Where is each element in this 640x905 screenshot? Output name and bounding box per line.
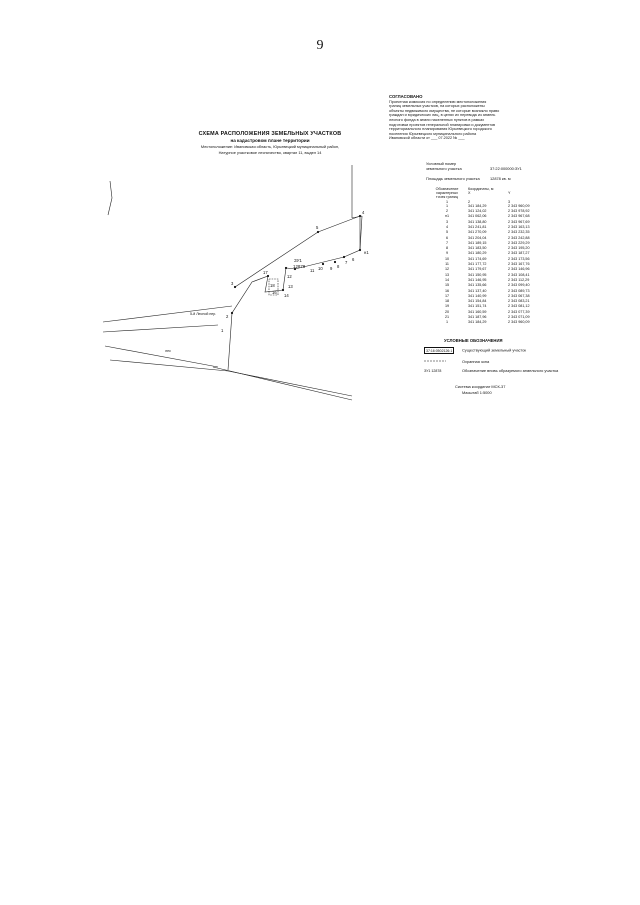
header-coords-label: Координаты, м bbox=[468, 187, 494, 191]
x-coordinate-cell: 341 177,72 bbox=[468, 262, 487, 267]
y-coordinate-cell: 2 343 108,41 bbox=[508, 272, 530, 277]
point-id-cell: 4 bbox=[445, 225, 449, 229]
point-id-cell: 19 bbox=[444, 304, 450, 309]
scheme-title bbox=[150, 131, 390, 155]
point-label: 8 bbox=[337, 264, 340, 269]
point-id-cell: 12 bbox=[444, 267, 450, 272]
approval-line: территориального планирования Юрьевецкого городского bbox=[389, 127, 492, 132]
point-label: 16 bbox=[272, 290, 277, 295]
point-label: 6 bbox=[352, 257, 355, 262]
point-label: 10 bbox=[318, 266, 323, 271]
north-mark: н1 bbox=[364, 250, 369, 255]
point-id-cell: 5 bbox=[445, 230, 449, 235]
point-id-cell: 3 bbox=[445, 219, 449, 224]
parcel-area-row bbox=[426, 177, 511, 182]
x-coordinate-cell: 341 241,81 bbox=[468, 225, 487, 229]
point-id-cell: 8 bbox=[445, 246, 449, 251]
index-cell: 2 bbox=[468, 199, 471, 204]
x-coordinate-cell: 341 140,99 bbox=[468, 293, 487, 298]
header-points-line: точек границ bbox=[436, 195, 458, 200]
header-points-line: Обозначение bbox=[435, 187, 459, 191]
header-y: Y bbox=[508, 191, 511, 196]
point-id-cell: 1 bbox=[445, 203, 449, 208]
approval-line: граждан и юридических лиц, в целях их перевода из земель bbox=[389, 113, 496, 118]
x-coordinate-cell: 341 270,09 bbox=[468, 230, 487, 235]
y-coordinate-cell: 2 343 978,92 bbox=[508, 209, 530, 214]
y-coordinate-cell: 2 343 163,13 bbox=[508, 225, 530, 229]
point-id-cell: 21 bbox=[444, 315, 450, 320]
parcel-number-label: Условный номер bbox=[426, 161, 457, 166]
x-coordinate-cell: 341 184,29 bbox=[468, 203, 487, 208]
y-coordinate-cell: 2 343 081,12 bbox=[508, 304, 530, 309]
title-main: СХЕМА РАСПОЛОЖЕНИЯ ЗЕМЕЛЬНЫХ УЧАСТКОВ bbox=[198, 131, 342, 137]
coordinate-system: Система координат МСК-37 bbox=[455, 384, 506, 389]
approval-line: подготовки проектов генеральной планировки и документов bbox=[389, 122, 496, 127]
y-coordinate-cell: 2 343 077,39 bbox=[508, 309, 530, 314]
x-coordinate-cell: 341 180,29 bbox=[468, 251, 487, 256]
point-label: 1 bbox=[221, 328, 224, 333]
x-coordinate-cell: 341 062,06 bbox=[468, 214, 487, 219]
point-label: 18 bbox=[270, 283, 275, 288]
legend-item-existing bbox=[424, 347, 526, 354]
x-coordinate-cell: 341 124,02 bbox=[468, 209, 487, 214]
y-coordinate-cell: 2 343 071,09 bbox=[508, 315, 530, 320]
y-coordinate-cell: 2 343 146,96 bbox=[508, 267, 530, 272]
y-coordinate-cell: 2 343 229,29 bbox=[508, 240, 530, 245]
legend-symbol-existing: 37:16:0502126:1 bbox=[426, 348, 453, 353]
legend-item-new bbox=[424, 368, 558, 373]
approval-line: объекты недвижимого имущества, не которые возникло право bbox=[389, 108, 500, 113]
approval-line: поселения Юрьевецкого муниципального района bbox=[389, 131, 477, 136]
point-label: 2 bbox=[226, 314, 229, 319]
legend-text: Охранная зона bbox=[462, 359, 490, 364]
approval-line: Ивановской области от ___ 07.2022 № ___ bbox=[389, 136, 465, 141]
parcel-number-value: 37:22:000000:ЗУ1 bbox=[490, 165, 522, 171]
y-coordinate-cell: 2 343 960,09 bbox=[508, 320, 530, 325]
point-id-cell: 17 bbox=[444, 293, 450, 298]
x-coordinate-cell: 341 174,69 bbox=[468, 256, 487, 261]
point-id-cell: 13 bbox=[444, 272, 450, 277]
small-map-label: лес bbox=[165, 349, 171, 353]
title-location: Местоположение: Ивановская область, Юрьевецкий муниципальный район, bbox=[200, 144, 340, 149]
x-coordinate-cell: 341 183,50 bbox=[468, 246, 487, 251]
table-row bbox=[426, 320, 548, 325]
point-id-cell: 20 bbox=[444, 309, 450, 314]
point-label: 9 bbox=[330, 266, 333, 271]
point-id-cell: 6 bbox=[445, 235, 449, 240]
header-x: X bbox=[468, 191, 471, 196]
y-coordinate-cell: 2 343 232,35 bbox=[508, 230, 530, 235]
y-coordinate-cell: 2 343 173,56 bbox=[508, 256, 530, 261]
point-id-cell: н1 bbox=[444, 214, 450, 219]
x-coordinate-cell: 341 179,67 bbox=[468, 267, 487, 272]
index-cell: 1 bbox=[445, 199, 449, 204]
parcel-number-label2: земельного участка bbox=[426, 165, 462, 171]
point-label: 14 bbox=[284, 293, 289, 298]
title-sub: на кадастровом плане территории bbox=[230, 138, 310, 143]
approval-line: лесного фонда в земли населенных пунктов в рамках bbox=[389, 117, 485, 122]
point-id-cell: 7 bbox=[445, 240, 449, 245]
coordinates-body bbox=[426, 204, 548, 326]
legend-title: УСЛОВНЫЕ ОБОЗНАЧЕНИЯ bbox=[444, 338, 503, 343]
x-coordinate-cell: 341 204,04 bbox=[468, 235, 487, 240]
x-coordinate-cell: 341 150,95 bbox=[468, 272, 487, 277]
x-coordinate-cell: 341 138,80 bbox=[468, 219, 487, 224]
x-coordinate-cell: 341 146,95 bbox=[468, 277, 487, 282]
y-coordinate-cell: 2 343 967,68 bbox=[508, 214, 530, 219]
y-coordinate-cell: 2 343 083,21 bbox=[508, 299, 530, 304]
header-points-line: характерных bbox=[436, 191, 458, 196]
legend-symbol-zone bbox=[424, 359, 462, 364]
approval-block bbox=[389, 95, 589, 141]
y-coordinate-cell: 2 343 967,69 bbox=[508, 219, 530, 224]
point-label: 17 bbox=[263, 270, 268, 275]
header-coords bbox=[468, 187, 548, 200]
parcel-area-label: Площадь земельного участка bbox=[426, 176, 480, 181]
legend-item-zone bbox=[424, 359, 489, 364]
point-id-cell: 15 bbox=[444, 283, 450, 288]
point-id-cell: 16 bbox=[444, 288, 450, 293]
index-cell: 3 bbox=[508, 199, 511, 204]
y-coordinate-cell: 2 343 167,76 bbox=[508, 262, 530, 267]
y-coordinate-cell: 2 343 195,20 bbox=[508, 246, 530, 251]
point-label: 5 bbox=[316, 225, 319, 230]
y-coordinate-cell: 2 343 960,09 bbox=[508, 203, 530, 208]
x-coordinate-cell: 341 184,29 bbox=[468, 320, 487, 325]
y-coordinate-cell: 2 343 089,73 bbox=[508, 288, 530, 293]
table-header bbox=[426, 187, 548, 200]
y-coordinate-cell: 2 343 099,40 bbox=[508, 283, 530, 288]
parcel-label: ЗУ1 bbox=[294, 258, 302, 263]
point-id-cell: 14 bbox=[444, 277, 450, 282]
point-label: 12 bbox=[287, 274, 292, 279]
parcel-number bbox=[426, 162, 522, 171]
x-coordinate-cell: 341 151,74 bbox=[468, 304, 487, 309]
coordinates-table bbox=[426, 187, 548, 326]
point-id-cell: 2 bbox=[445, 209, 449, 214]
point-id-cell: 9 bbox=[445, 251, 449, 256]
parcel-area-value: 12878 кв. м bbox=[490, 176, 511, 181]
point-id-cell: 11 bbox=[445, 262, 449, 267]
x-coordinate-cell: 341 154,84 bbox=[468, 299, 487, 304]
title-forest: Натурное участковое лесничество, квартал 11, выдел 14 bbox=[218, 150, 322, 155]
header-points bbox=[426, 187, 468, 200]
x-coordinate-cell: 341 135,66 bbox=[468, 283, 487, 288]
page-number: 9 bbox=[316, 38, 324, 53]
x-coordinate-cell: 341 160,59 bbox=[468, 309, 487, 314]
point-id-cell: 1 bbox=[445, 320, 449, 325]
y-coordinate-cell: 2 343 187,27 bbox=[508, 251, 530, 256]
point-label: 3 bbox=[231, 281, 234, 286]
legend-text: Существующий земельный участок bbox=[462, 347, 527, 353]
approval-heading: СОГЛАСОВАНО bbox=[389, 94, 423, 99]
legend-symbol-new: ЗУ1 12878 bbox=[424, 369, 442, 373]
x-coordinate-cell: 341 137,40 bbox=[468, 288, 487, 293]
x-coordinate-cell: 341 189,15 bbox=[468, 240, 487, 245]
y-coordinate-cell: 2 343 067,38 bbox=[508, 293, 530, 298]
point-id-cell: 18 bbox=[444, 299, 450, 304]
point-label: 4 bbox=[362, 210, 365, 215]
scale: Масштаб 1:5000 bbox=[462, 390, 492, 395]
road-label: 5-й Лесной пер. bbox=[190, 312, 217, 316]
point-id-cell: 10 bbox=[444, 256, 450, 261]
point-label: 7 bbox=[345, 260, 348, 265]
parcel-area: 12878 bbox=[293, 264, 306, 269]
x-coordinate-cell: 341 187,96 bbox=[468, 315, 487, 320]
approval-line: границ земельных участков, на которых расположены bbox=[389, 104, 485, 109]
point-label: 11 bbox=[310, 268, 315, 273]
legend-text: Обозначение вновь образуемого земельного участка bbox=[462, 368, 559, 373]
approval-line: Проектная комиссия по определению местоположения bbox=[389, 99, 487, 104]
point-label: 13 bbox=[288, 284, 293, 289]
y-coordinate-cell: 2 343 242,88 bbox=[508, 235, 530, 240]
y-coordinate-cell: 2 343 112,29 bbox=[508, 277, 530, 282]
